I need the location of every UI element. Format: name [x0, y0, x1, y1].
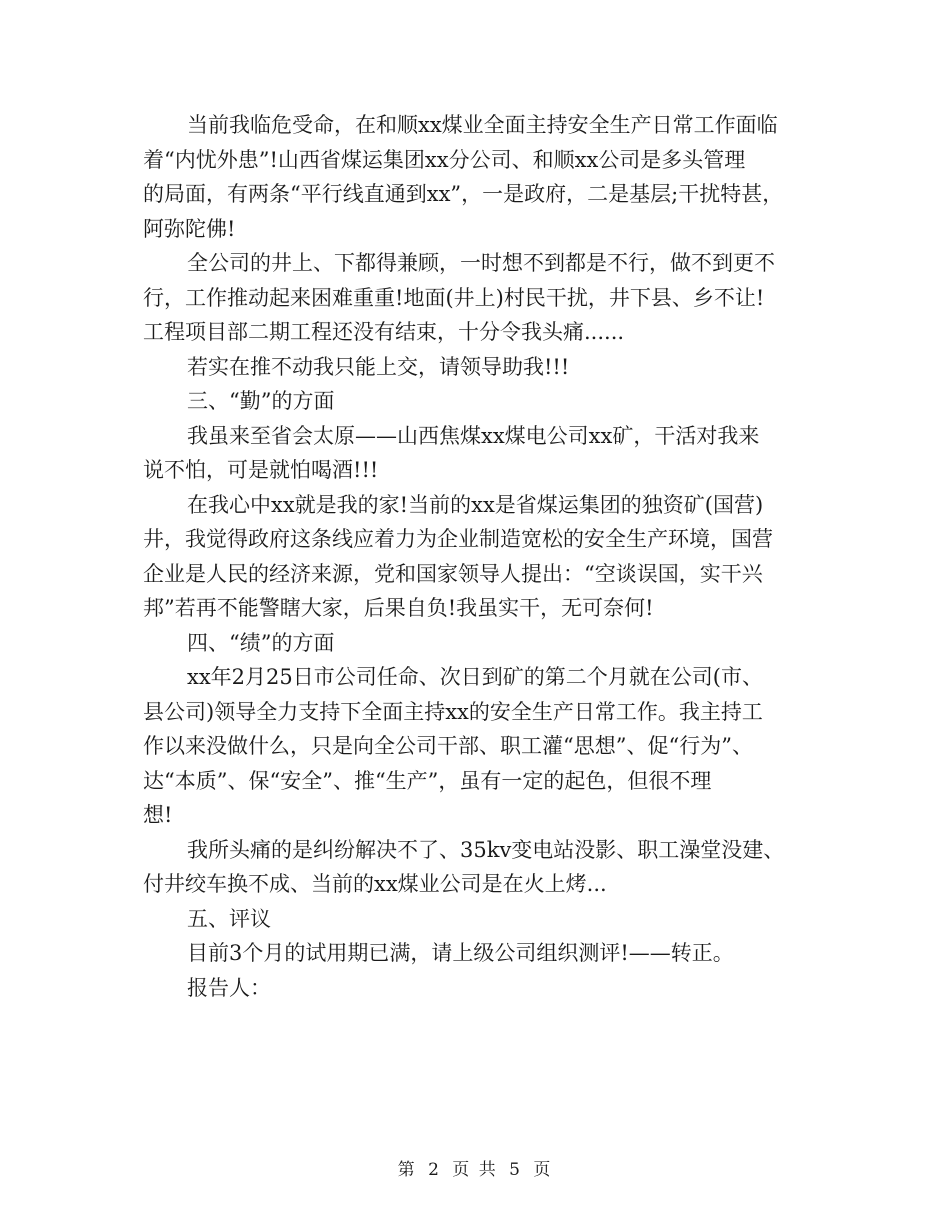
text-line: 目前3个月的试用期已满，请上级公司组织测评!——转正。 [187, 941, 734, 965]
footer-current-page: 2 [428, 1160, 441, 1180]
page-footer [0, 1155, 950, 1180]
footer-prefix: 第 [397, 1160, 417, 1180]
footer-suffix: 页 [533, 1160, 553, 1180]
text-line: 四、“绩”的方面 [187, 630, 335, 655]
text-line: 的局面，有两条“平行线直通到xx”，一是政府，二是基层;干扰特甚， [143, 182, 784, 206]
text-line: 三、“勤”的方面 [187, 389, 335, 413]
text-line: 全公司的井上、下都得兼顾，一时想不到都是不行，做不到更不 [187, 251, 775, 275]
text-line: 若实在推不动我只能上交，请领导助我!!! [187, 354, 570, 379]
document-body [143, 108, 823, 1005]
text-line: 报告人： [187, 975, 271, 1000]
footer-total-pages: 5 [509, 1160, 522, 1180]
text-line: xx年2月25日市公司任命、次日到矿的第二个月就在公司(市、 [187, 665, 763, 689]
text-line: 阿弥陀佛! [143, 216, 236, 241]
text-line: 作以来没做什么，只是向全公司干部、职工灌“思想”、促“行为”、 [143, 734, 753, 758]
text-line: 当前我临危受命，在和顺xx煤业全面主持安全生产日常工作面临 [187, 113, 778, 137]
text-line: 邦”若再不能警瞎大家，后果自负!我虽实干，无可奈何! [143, 596, 654, 620]
text-line: 我所头痛的是纠纷解决不了、35kv变电站没影、职工澡堂没建、 [187, 837, 785, 862]
text-line: 在我心中xx就是我的家!当前的xx是省煤运集团的独资矿(国营) [187, 492, 764, 517]
text-line: 达“本质”、保“安全”、推“生产”，虽有一定的起色，但很不理 [143, 768, 712, 793]
text-line: 企业是人民的经济来源，党和国家领导人提出：“空谈误国，实干兴 [143, 561, 763, 586]
text-line: 着“内忧外患”!山西省煤运集团xx分公司、和顺xx公司是多头管理 [143, 147, 746, 172]
text-line: 井，我觉得政府这条线应着力为企业制造宽松的安全生产环境，国营 [143, 527, 773, 551]
text-line: 说不怕，可是就怕喝酒!!! [143, 458, 379, 482]
footer-middle: 页 共 [452, 1160, 498, 1180]
text-line: 行，工作推动起来困难重重!地面(井上)村民干扰，井下县、乡不让! [143, 285, 765, 310]
text-line: 付井绞车换不成、当前的xx煤业公司是在火上烤... [143, 872, 607, 896]
text-line: 五、评议 [187, 906, 271, 931]
text-line: 我虽来至省会太原——山西焦煤xx煤电公司xx矿，干活对我来 [187, 423, 760, 448]
text-line: 县公司)领导全力支持下全面主持xx的安全生产日常工作。我主持工 [143, 699, 763, 724]
text-line: 工程项目部二期工程还没有结束，十分令我头痛...... [143, 320, 625, 344]
text-line: 想! [143, 803, 173, 827]
